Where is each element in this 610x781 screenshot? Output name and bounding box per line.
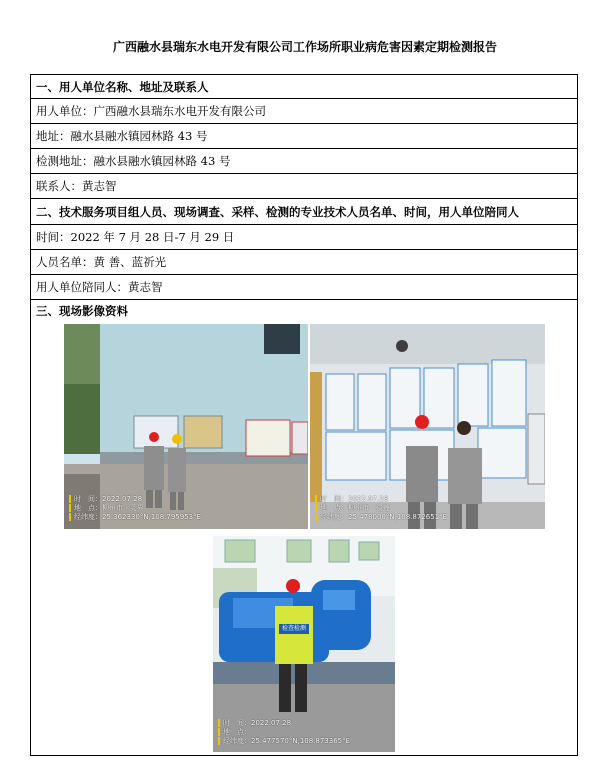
photo-2-watermark <box>315 495 447 522</box>
contact-row: 联系人：黄志智 <box>31 174 577 199</box>
photo-3-watermark <box>218 719 350 746</box>
watermark-bar <box>218 728 220 736</box>
unit-row: 用人单位：广西融水县瑞东水电开发有限公司 <box>31 99 577 124</box>
watermark-bar <box>218 719 220 727</box>
photo-3-coords: 经纬度：25.477570°N,108.873365°E <box>223 737 351 745</box>
watermark-bar <box>315 495 317 503</box>
photo-3-place: 地 点： <box>223 728 251 736</box>
watermark-bar <box>69 495 71 503</box>
time-row: 时间：2022 年 7 月 28 日-7 月 29 日 <box>31 225 577 250</box>
report-title: 广西融水县瑞东水电开发有限公司工作场所职业病危害因素定期检测报告 <box>112 40 497 54</box>
section1-heading: 一、用人单位名称、地址及联系人 <box>31 75 577 99</box>
photo-1-time: 时 间：2022.07.28 <box>74 495 143 503</box>
vest-label: 检查检测 <box>281 625 306 632</box>
photo-2-time: 时 间：2022.07.28 <box>320 495 389 503</box>
watermark-bar <box>69 504 71 512</box>
staff-row: 人员名单：黄 善、蓝祈光 <box>31 250 577 275</box>
photo-2-coords: 经纬度：25.478000°N,108.872651°E <box>320 513 448 521</box>
site-photo-3 <box>213 536 395 752</box>
section2-heading: 二、技术服务项目组人员、现场调查、采样、检测的专业技术人员名单、时间，用人单位陪同人 <box>31 199 577 225</box>
watermark-bar <box>69 513 71 521</box>
photo-2-place: 地 点：柳州市 · 往莲 <box>320 504 390 512</box>
escort-row: 用人单位陪同人：黄志智 <box>31 275 577 300</box>
section3-heading: 三、现场影像资料 <box>36 304 128 318</box>
photo-1-coords: 经纬度：25.362330°N,108.795953°E <box>74 513 202 521</box>
watermark-bar <box>218 737 220 745</box>
photo-1-watermark <box>69 495 201 522</box>
watermark-bar <box>315 504 317 512</box>
address-row: 地址：融水县融水镇园林路 43 号 <box>31 124 577 149</box>
test-address-row: 检测地址：融水县融水镇园林路 43 号 <box>31 149 577 174</box>
photo-3-time: 时 间：2022.07.28 <box>223 719 292 727</box>
site-photo-1 <box>64 324 308 529</box>
site-photo-2 <box>310 324 545 529</box>
watermark-bar <box>315 513 317 521</box>
photo-1-place: 地 点：柳州市 · 灵界 <box>74 504 144 512</box>
